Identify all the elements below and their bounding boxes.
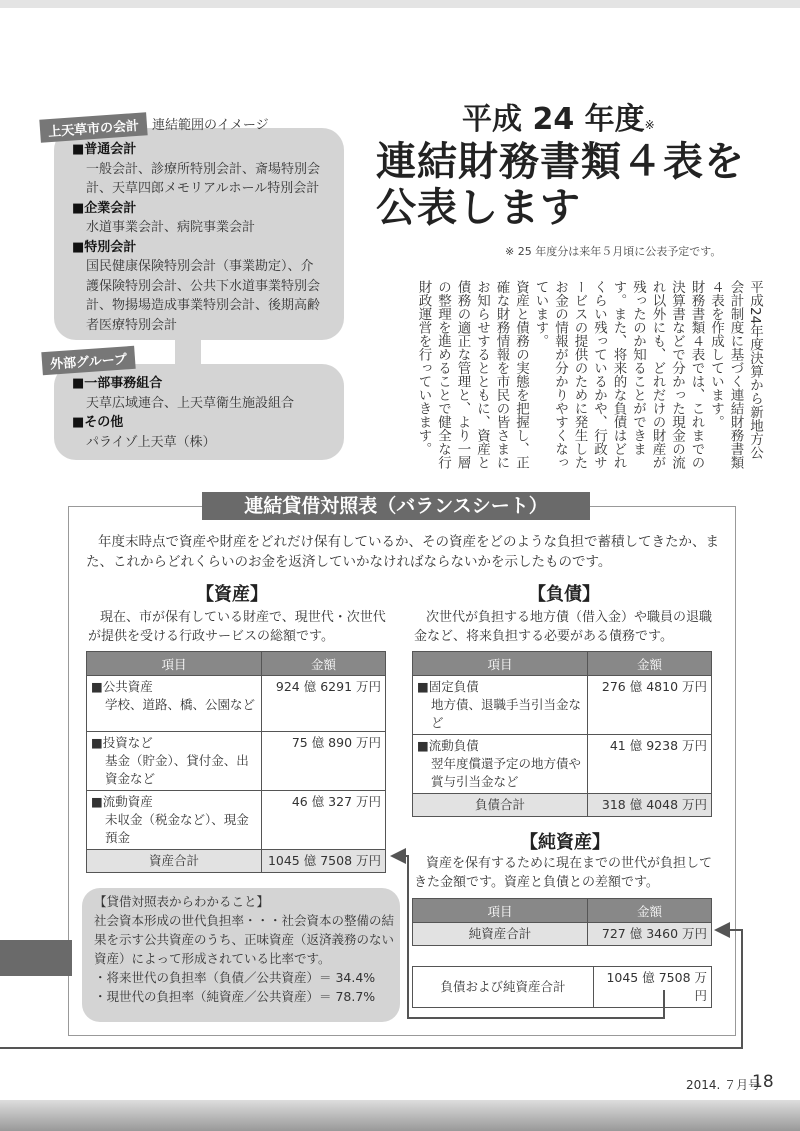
enterprise-account-heading: ■企業会計 <box>72 200 137 216</box>
liabilities-description: 次世代が負担する地方債（借入金）や職員の退職金など、将来負担する必要がある債務です。 <box>414 610 713 644</box>
net-assets-title: 【純資産】 <box>520 832 610 853</box>
row-amount: 41 億 9238 万円 <box>588 735 712 794</box>
grand-total-label: 負債および純資産合計 <box>413 967 594 1008</box>
other-line: パライゾ上天草（株） <box>86 434 216 450</box>
special-account-line: 国民健康保険特別会計（事業勘定）、介 <box>86 259 314 274</box>
title-main-line2: 公表します <box>376 185 581 231</box>
ratio-description: 社会資本形成の世代負担率・・・社会資本の整備の結果を示す公共資産のうち、正味資産（返済義務のない資産）によって形成されている比率です。 <box>94 913 395 966</box>
net-assets-description: 資産を保有するために現在までの世代が負担してきた金額です。資産と負債との差額です。 <box>414 856 713 890</box>
scope-caption: 連結範囲のイメージ <box>152 118 269 133</box>
row-detail: 翌年度償還予定の地方債や賞与引当金など <box>431 756 582 789</box>
row-name: ■流動資産 <box>91 794 153 809</box>
row-amount: 924 億 6291 万円 <box>262 676 386 732</box>
assets-total-label: 資産合計 <box>87 850 262 873</box>
page-number: 18 <box>752 1072 774 1092</box>
general-account-line: 一般会計、診療所特別会計、斎場特別会 <box>86 161 321 177</box>
ratio-heading: 【貸借対照表からわかること】 <box>94 894 270 909</box>
amount-column-header: 金額 <box>262 652 386 676</box>
title-note: ※ 25 年度分は来年５月頃に公表予定です。 <box>505 245 722 258</box>
other-heading: ■その他 <box>72 415 124 430</box>
side-tab <box>0 940 72 976</box>
title-main-line1: 連結財務書類４表を <box>376 139 745 185</box>
enterprise-account-line: 水道事業会計、病院事業会計 <box>86 220 256 235</box>
row-amount: 75 億 890 万円 <box>262 732 386 791</box>
balance-sheet-banner: 連結貸借対照表（バランスシート） <box>202 492 590 520</box>
row-detail: 地方債、退職手当引当金など <box>431 697 582 730</box>
row-name: ■流動負債 <box>417 738 479 753</box>
partial-union-heading: ■一部事務組合 <box>72 376 163 391</box>
assets-description: 現在、市が保有している財産で、現世代・次世代が提供を受ける行政サービスの総額です。 <box>88 610 386 644</box>
item-column-header: 項目 <box>413 652 588 676</box>
balance-sheet-intro: 年度末時点で資産や財産をどれだけ保有しているか、その資産をどのような負担で蓄積してきたか、また、これからどれくらいのお金を返済していかなければならないかを示したものです。 <box>86 534 719 570</box>
row-detail: 基金（貯金）、貸付金、出資金など <box>105 753 249 786</box>
row-amount: 276 億 4810 万円 <box>588 676 712 735</box>
item-column-header: 項目 <box>413 899 588 923</box>
body-paragraph: 資産と債務の実態を把握し、正確な財務情報を市民の皆さまにお知らせするとともに、資産と債務の適正な管理と、より一層の整理を進めることで健全な行財政運営を行っていきます。 <box>415 280 529 469</box>
row-name: ■固定負債 <box>417 679 479 694</box>
grand-total-amount: 1045 億 7508 万円 <box>594 967 712 1008</box>
row-detail: 未収金（税金など）、現金預金 <box>105 812 249 845</box>
special-account-line: 計、物揚場造成事業特別会計、後期高齢 <box>86 298 321 313</box>
net-to-assets-arrow <box>392 856 664 1018</box>
issue-label: 2014. ７月号 <box>686 1078 761 1092</box>
liabilities-total-label: 負債合計 <box>413 794 588 817</box>
city-accounts-heading: 上天草市の会計 <box>39 112 147 142</box>
net-assets-total-amount: 727 億 3460 万円 <box>588 923 712 946</box>
ratio-item: ・将来世代の負担率（負債／公共資産）＝ 34.4% <box>94 970 376 985</box>
liabilities-title: 【負債】 <box>528 584 600 605</box>
row-detail: 学校、道路、橋、公園など <box>105 697 256 712</box>
row-name: ■投資など <box>91 735 153 750</box>
row-name: ■公共資産 <box>91 679 153 694</box>
footer-band <box>0 1100 800 1131</box>
ratio-item: ・現世代の負担率（純資産／公共資産）＝ 78.7% <box>94 989 376 1004</box>
amount-column-header: 金額 <box>588 652 712 676</box>
net-assets-total-label: 純資産合計 <box>413 923 588 946</box>
special-account-heading: ■特別会計 <box>72 239 137 255</box>
row-amount: 46 億 327 万円 <box>262 791 386 850</box>
body-paragraph: 財務書類４表では、これまでの決算書などで分かった現金の流れ以外にも、どれだけの財産が残ったのか知ることができます。また、将来的な負債はどれくらい残っているかや、行政サービスの提供のために発生したお金の情報が分かりやすくなっています。 <box>532 280 705 469</box>
assets-total-amount: 1045 億 7508 万円 <box>262 850 386 873</box>
item-column-header: 項目 <box>87 652 262 676</box>
total-to-net-arrow <box>0 930 742 1048</box>
special-account-line: 者医療特別会計 <box>86 317 178 333</box>
external-group-heading: 外部グループ <box>41 346 135 375</box>
title-year-text: 平成 24 年度 <box>462 102 645 137</box>
amount-column-header: 金額 <box>588 899 712 923</box>
general-account-line: 計、天草四郎メモリアルホール特別会計 <box>86 181 320 196</box>
title-year-mark: ※ <box>644 118 655 132</box>
partial-union-line: 天草広域連合、上天草衛生施設組合 <box>86 395 295 411</box>
liabilities-total-amount: 318 億 4048 万円 <box>588 794 712 817</box>
special-account-line: 護保険特別会計、公共下水道事業特別会 <box>86 278 321 294</box>
assets-title: 【資産】 <box>196 584 268 605</box>
body-paragraph: 平成24年度決算から新地方公会計制度に基づく連結財務書類４表を作成しています。 <box>708 280 763 469</box>
general-account-heading: ■普通会計 <box>72 142 137 157</box>
